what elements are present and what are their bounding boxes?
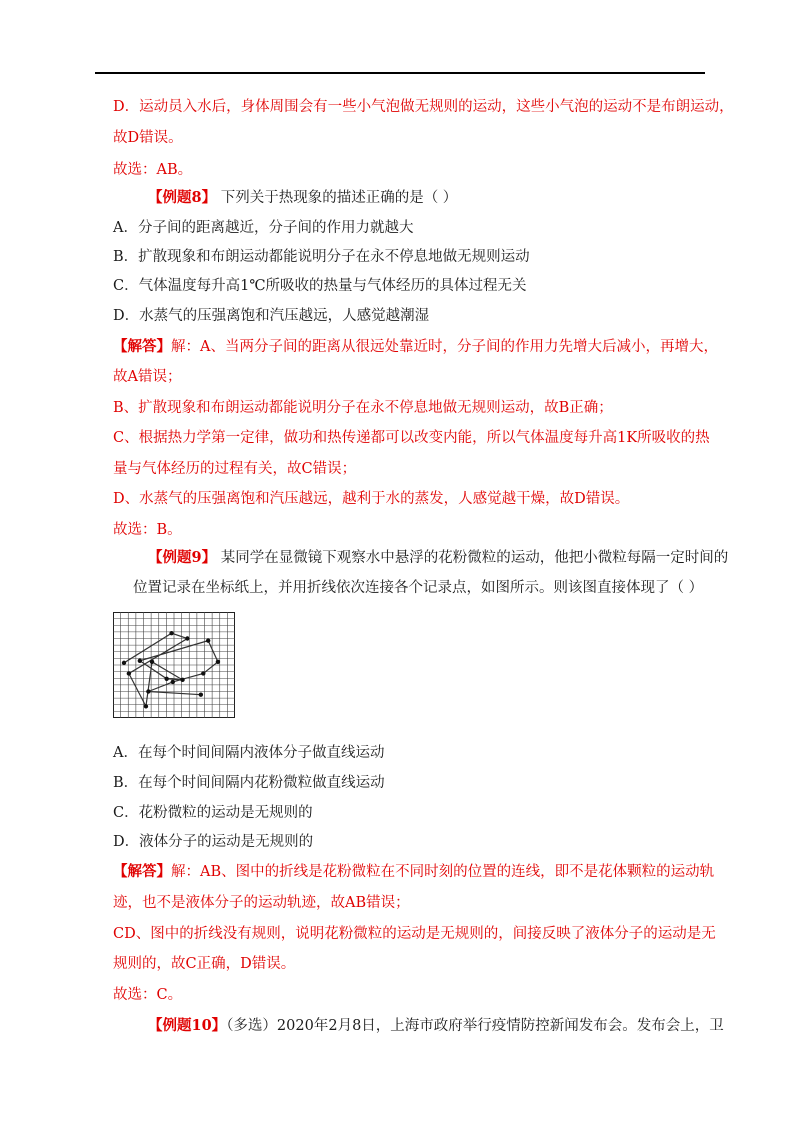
line-text: B．扩散现象和布朗运动都能说明分子在永不停息地做无规则运动 [113,249,530,265]
particle-point [127,671,131,675]
text-line-4 [148,188,457,208]
text-line-15 [113,520,182,540]
text-line-21 [113,832,313,852]
label-tag: 【例题8】 [148,189,217,206]
line-text: A．在每个时间间隔内液体分子做直线运动 [113,745,385,761]
line-text: 规则的，故C正确，D错误。 [113,956,296,972]
particle-point [164,677,168,681]
particle-point [180,678,184,682]
particle-point [206,638,210,642]
brownian-motion-figure [113,612,235,718]
line-text: C、根据热力学第一定律，做功和热传递都可以改变内能，所以气体温度每升高1K所吸收的热 [113,430,710,446]
text-line-2 [113,128,183,148]
particle-point [216,660,220,664]
line-text: C．气体温度每升高1℃所吸收的热量与气体经历的具体过程无关 [113,278,527,294]
text-line-8 [113,306,429,326]
line-text: 解：A、当两分子间的距离从很远处靠近时，分子间的作用力先增大后减小，再增大， [171,339,718,355]
text-line-20 [113,803,313,823]
line-text: （多选）2020年2月8日，上海市政府举行疫情防控新闻发布会。发布会上，卫 [226,1018,724,1034]
text-line-22 [113,862,714,882]
text-line-12 [113,428,710,448]
text-line-9 [113,337,718,357]
particle-point [138,659,142,663]
text-line-11 [113,398,613,418]
text-line-25 [113,954,295,974]
line-text: A．分子间的距离越近，分子间的作用力就越大 [113,220,414,236]
line-text: 解：AB、图中的折线是花粉微粒在不同时刻的位置的连线，即不是花体颗粒的运动轨 [171,864,715,880]
line-text: B．在每个时间间隔内花粉微粒做直线运动 [113,775,385,791]
label-tag: 【解答】 [113,338,171,355]
line-text: 故D错误。 [113,130,183,146]
line-text: C．花粉微粒的运动是无规则的 [113,805,313,821]
text-line-7 [113,276,527,296]
particle-point [150,660,154,664]
line-text: 故选：B。 [113,522,182,538]
particle-path [124,633,218,706]
line-text: D．水蒸气的压强离饱和汽压越远，人感觉越潮湿 [113,308,430,324]
text-line-24 [113,924,716,944]
particle-point [169,631,173,635]
label-tag: 【例题10】 [148,1017,227,1034]
particle-point [171,680,175,684]
line-text: D．液体分子的运动是无规则的 [113,834,314,850]
line-text: D．运动员入水后，身体周围会有一些小气泡做无规则的运动，这些小气泡的运动不是布朗运动， [113,99,734,115]
text-line-3 [113,160,192,180]
text-line-5 [113,218,413,238]
line-text: 某同学在显微镜下观察水中悬浮的花粉微粒的运动，他把小微粒每隔一定时间的 [216,550,729,566]
text-line-1 [113,97,734,117]
line-text: 迹，也不是液体分子的运动轨迹，故AB错误； [113,895,410,911]
text-line-18 [113,743,384,763]
text-line-17 [133,578,703,598]
line-text: 位置记录在坐标纸上，并用折线依次连接各个记录点，如图所示。则该图直接体现了（ ） [133,580,704,596]
particle-point [201,671,205,675]
line-text: 故选：C。 [113,987,183,1003]
line-text: 下列关于热现象的描述正确的是（ ） [216,190,458,206]
text-line-19 [113,773,385,793]
text-line-6 [113,247,530,267]
particle-point [185,636,189,640]
particle-point [122,661,126,665]
particle-point [144,704,148,708]
particle-point [199,692,203,696]
text-line-16 [148,548,728,568]
text-line-14 [113,489,629,509]
line-text: 故A错误； [113,369,182,385]
text-line-26 [113,985,182,1005]
line-text: 故选：AB。 [113,162,193,178]
text-line-10 [113,367,181,387]
line-text: 量与气体经历的过程有关，故C错误； [113,461,357,477]
label-tag: 【解答】 [113,863,171,880]
particle-point [146,689,150,693]
line-text: CD、图中的折线没有规则，说明花粉微粒的运动是无规则的，间接反映了液体分子的运动是无 [113,926,716,942]
text-line-23 [113,893,410,913]
line-text: B、扩散现象和布朗运动都能说明分子在永不停息地做无规则运动，故B正确； [113,400,613,416]
text-line-27 [148,1016,724,1036]
line-text: D、水蒸气的压强离饱和汽压越远，越利于水的蒸发，人感觉越干燥，故D错误。 [113,491,630,507]
label-tag: 【例题9】 [148,549,217,566]
text-line-13 [113,459,356,479]
header-rule [95,72,705,74]
